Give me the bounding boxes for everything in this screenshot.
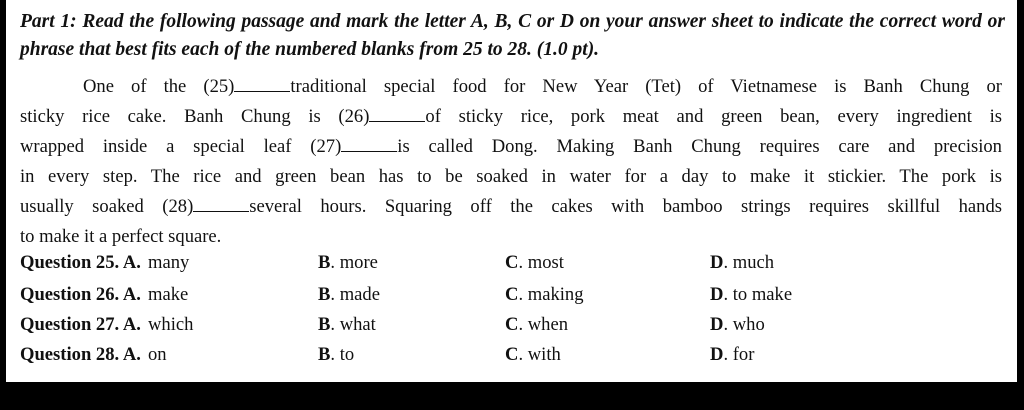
passage-line: to make it a perfect square. <box>20 226 222 247</box>
blank-number: (25) <box>203 76 235 97</box>
blank-number: (26) <box>338 106 370 127</box>
question-row <box>20 284 1010 314</box>
option-c[interactable]: C. making <box>505 284 584 305</box>
blank-line <box>193 195 249 212</box>
blank-line <box>341 135 397 152</box>
option-a[interactable]: many <box>148 252 190 273</box>
passage-line: One of the (25) traditional special food for New Year (Tet) of Vietnamese is Banh Chung or <box>83 76 1002 97</box>
question-label: Question 27. A. <box>20 314 141 335</box>
passage-line: wrapped inside a special leaf (27) is called Dong. Making Banh Chung requires care and precision <box>20 136 1002 157</box>
passage-line: in every step. The rice and green bean has to be soaked in water for a day to make it stickier. The pork is <box>20 166 1002 187</box>
blank-line <box>369 105 425 122</box>
question-row <box>20 344 1010 374</box>
option-d[interactable]: D. for <box>710 344 755 365</box>
reading-passage <box>20 72 1002 252</box>
option-d[interactable]: D. to make <box>710 284 793 305</box>
blank-line <box>234 75 290 92</box>
question-label: Question 26. A. <box>20 284 141 305</box>
worksheet <box>6 0 1017 382</box>
question-label: Question 25. A. <box>20 252 141 273</box>
passage-line: sticky rice cake. Banh Chung is (26) of sticky rice, pork meat and green bean, every ingredient is <box>20 106 1002 127</box>
passage-line: usually soaked (28) several hours. Squaring off the cakes with bamboo strings requires skillful hands <box>20 196 1002 217</box>
blank-number: (27) <box>310 136 342 157</box>
blank-number: (28) <box>162 196 194 217</box>
option-b[interactable]: B. made <box>318 284 380 305</box>
option-a[interactable]: on <box>148 344 167 365</box>
option-b[interactable]: B. to <box>318 344 355 365</box>
bottom-black-bar <box>0 382 1024 410</box>
question-row <box>20 314 1010 344</box>
question-label: Question 28. A. <box>20 344 141 365</box>
option-d[interactable]: D. much <box>710 252 775 273</box>
option-a[interactable]: which <box>148 314 194 335</box>
option-a[interactable]: make <box>148 284 189 305</box>
option-c[interactable]: C. when <box>505 314 569 335</box>
option-d[interactable]: D. who <box>710 314 765 335</box>
option-b[interactable]: B. more <box>318 252 378 273</box>
instructions-heading: Part 1: Read the following passage and mark the letter A, B, C or D on your answer sheet to indicate the correct word or phrase that best fits each of the numbered blanks from 25 to 28. (1.0 pt). <box>20 11 1005 60</box>
option-c[interactable]: C. with <box>505 344 561 365</box>
option-c[interactable]: C. most <box>505 252 564 273</box>
option-b[interactable]: B. what <box>318 314 376 335</box>
question-row <box>20 252 1010 282</box>
